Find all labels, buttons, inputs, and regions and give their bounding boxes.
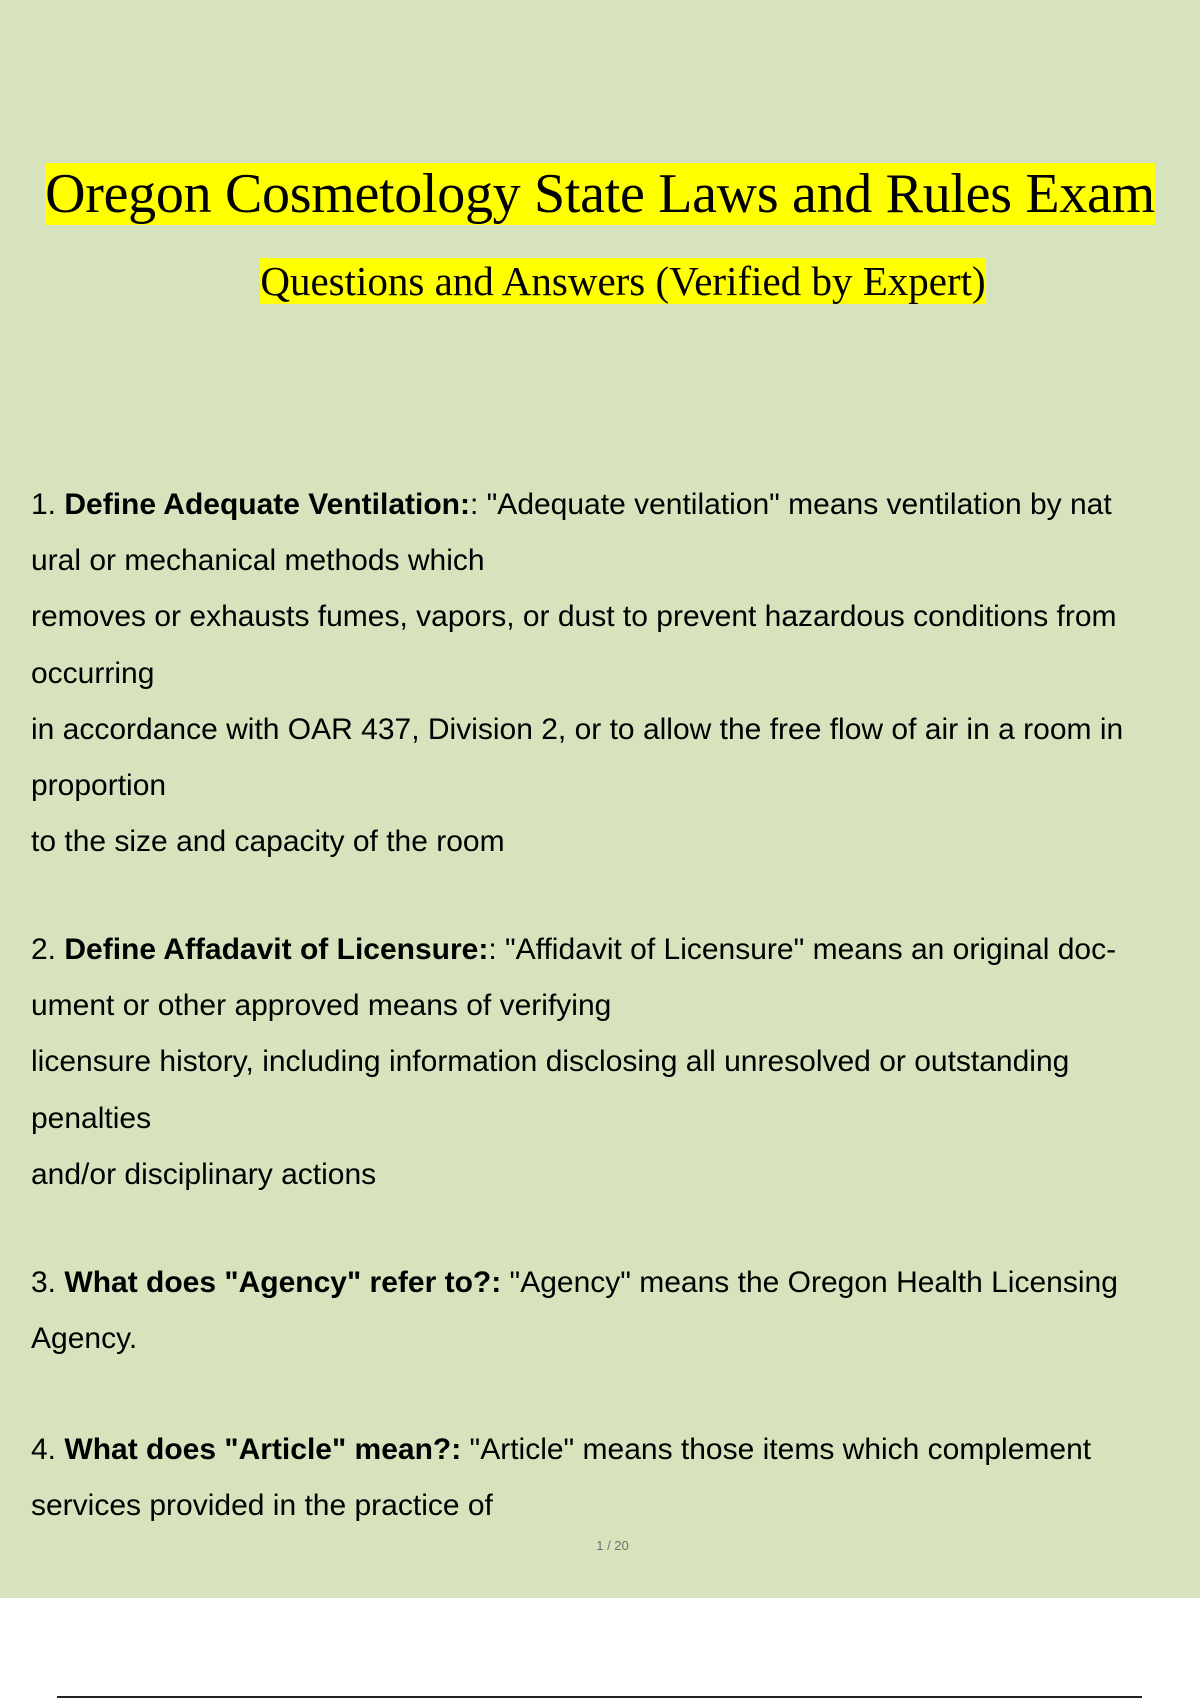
qa-item-number: 1.	[31, 488, 57, 521]
qa-item-answer-line: licensure history, including information disclosing all unresolved or outstanding	[31, 1045, 1070, 1079]
qa-item-3	[31, 1255, 1200, 1367]
qa-item-number: 3.	[31, 1266, 57, 1299]
qa-item-3-first-line	[31, 1255, 1200, 1311]
qa-item-answer-line: to the size and capacity of the room	[31, 825, 505, 859]
qa-item-answer-line: ument or other approved means of verifying	[31, 989, 612, 1023]
qa-item-number: 4.	[31, 1433, 57, 1466]
document-title-text: Oregon Cosmetology State Laws and Rules Exam	[45, 163, 1155, 225]
qa-item-answer-lead: "Article" means those items which complement	[461, 1433, 1092, 1466]
document-title	[0, 160, 1200, 228]
qa-item-answer-lead: : "Affidavit of Licensure" means an original doc-	[488, 933, 1117, 966]
document-subtitle-text: Questions and Answers (Verified by Expert)	[260, 258, 986, 304]
qa-item-1	[31, 477, 1200, 870]
qa-item-question: Define Adequate Ventilation:	[64, 488, 470, 521]
qa-item-answer-lead: : "Adequate ventilation" means ventilation by nat	[469, 488, 1112, 521]
qa-item-answer-line: penalties	[31, 1101, 152, 1135]
qa-item-answer-line: occurring	[31, 656, 155, 690]
qa-item-number: 2.	[31, 933, 57, 966]
qa-item-answer-line: Agency.	[31, 1322, 138, 1356]
next-page-divider	[57, 1696, 1142, 1698]
qa-item-1-first-line	[31, 477, 1200, 533]
qa-item-answer-line: and/or disciplinary actions	[31, 1157, 377, 1191]
qa-item-question: Define Affadavit of Licensure:	[64, 933, 489, 966]
qa-item-2-first-line	[31, 922, 1200, 978]
qa-item-question: What does "Article" mean?:	[64, 1433, 462, 1466]
document-subtitle	[0, 254, 1200, 308]
qa-item-answer-line: services provided in the practice of	[31, 1489, 493, 1523]
qa-item-answer-line: ural or mechanical methods which	[31, 544, 485, 578]
qa-item-2	[31, 922, 1200, 1203]
qa-item-question: What does "Agency" refer to?:	[64, 1266, 502, 1299]
qa-item-4	[31, 1422, 1200, 1534]
qa-item-answer-lead: "Agency" means the Oregon Health Licensing	[501, 1266, 1118, 1299]
qa-item-4-first-line	[31, 1422, 1200, 1478]
qa-item-answer-line: proportion	[31, 768, 167, 802]
page-number: 1 / 20	[596, 1538, 629, 1553]
qa-item-answer-line: in accordance with OAR 437, Division 2, or to allow the free flow of air in a room in	[31, 712, 1124, 746]
qa-item-answer-line: removes or exhausts fumes, vapors, or dust to prevent hazardous conditions from	[31, 600, 1117, 634]
